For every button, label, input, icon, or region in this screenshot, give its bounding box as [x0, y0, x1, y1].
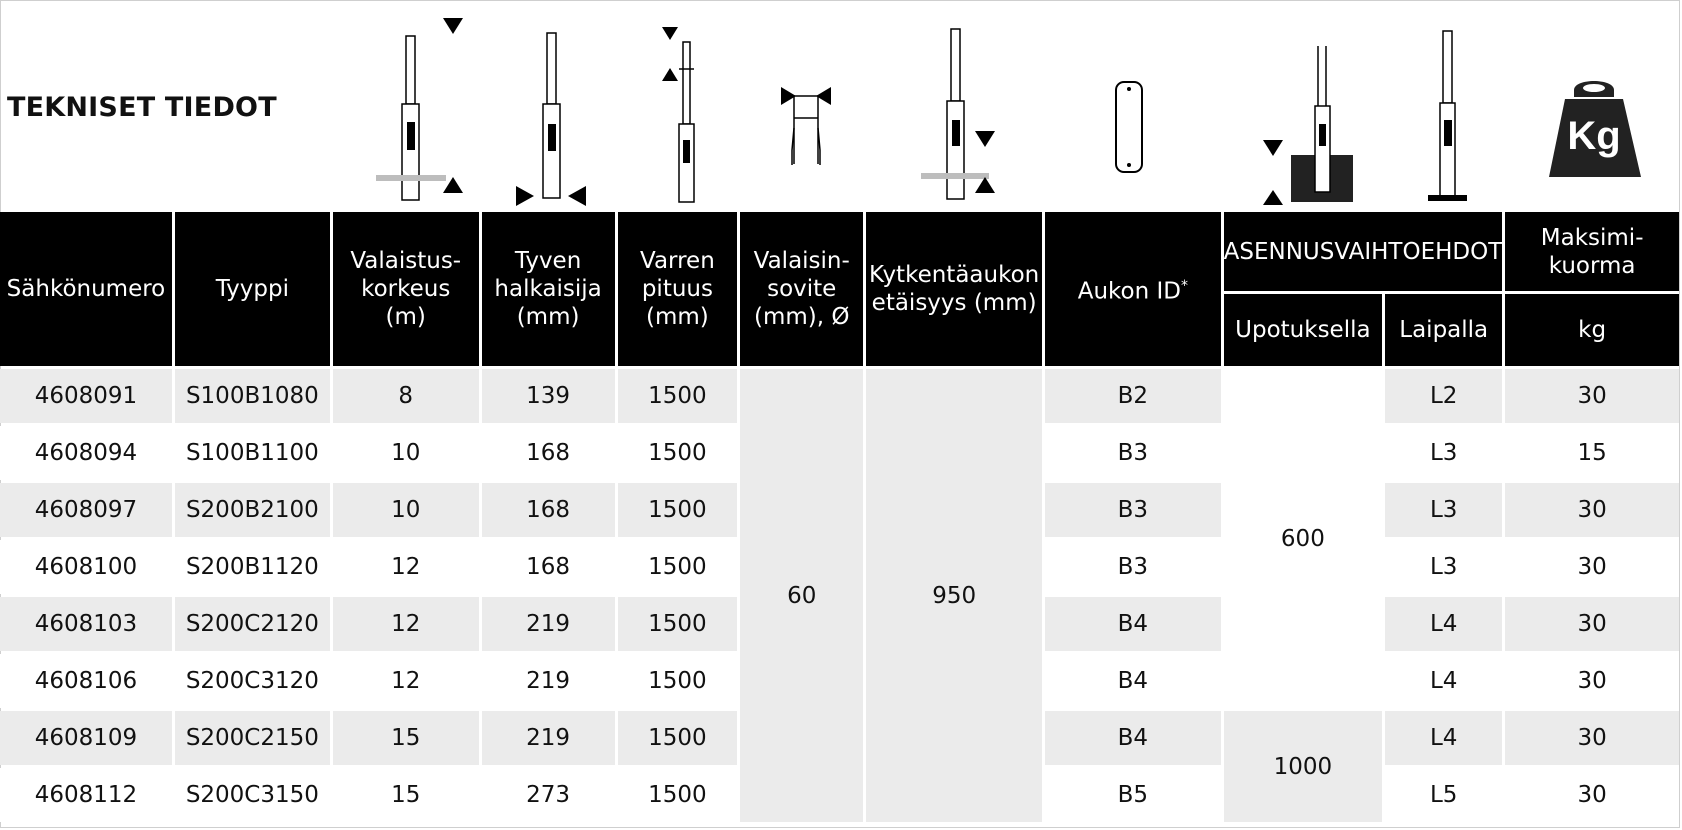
- cell-tyyppi: S100B1080: [175, 369, 330, 423]
- cell-sahkonumero: 4608097: [0, 483, 172, 537]
- header-maksimikuorma: Maksimi- kuorma: [1505, 212, 1679, 291]
- header-asennusvaihtoehdot: ASENNUSVAIHTOEHDOT: [1224, 212, 1503, 291]
- cell-tyyppi: S200C2120: [175, 597, 330, 651]
- cell-aukko: B5: [1045, 768, 1221, 822]
- header-valaisinsovite: Valaisin- sovite (mm), Ø: [740, 212, 863, 366]
- icon-strip: [0, 0, 1682, 212]
- cell-sahkonumero: 4608091: [0, 369, 172, 423]
- cell-korkeus: 15: [333, 768, 479, 822]
- cell-sahkonumero: 4608103: [0, 597, 172, 651]
- header-tyven-halkaisija: Tyven halkaisija (mm): [482, 212, 615, 366]
- connection-opening-distance-icon: [921, 29, 995, 199]
- cell-aukko: B3: [1045, 540, 1221, 594]
- cell-laippa: L4: [1385, 654, 1502, 708]
- cell-varsi: 1500: [618, 540, 738, 594]
- cell-varsi: 1500: [618, 483, 738, 537]
- cell-kytkenta-merged: 950: [866, 369, 1042, 822]
- cell-aukko: B4: [1045, 597, 1221, 651]
- header-laipalla: Laipalla: [1385, 294, 1502, 366]
- cell-sahkonumero: 4608100: [0, 540, 172, 594]
- cell-tyyppi: S200B2100: [175, 483, 330, 537]
- header-aukon-id: Aukon ID*: [1045, 212, 1221, 366]
- cell-aukko: B3: [1045, 483, 1221, 537]
- cell-tyvi: 219: [482, 597, 615, 651]
- header-kg: kg: [1505, 294, 1679, 366]
- cell-kuorma: 15: [1505, 426, 1679, 480]
- cell-laippa: L3: [1385, 426, 1502, 480]
- cell-tyvi: 139: [482, 369, 615, 423]
- cell-korkeus: 8: [333, 369, 479, 423]
- header-tyyppi: Tyyppi: [175, 212, 330, 366]
- cell-kuorma: 30: [1505, 540, 1679, 594]
- cell-korkeus: 15: [333, 711, 479, 765]
- cell-varsi: 1500: [618, 426, 738, 480]
- cell-korkeus: 12: [333, 597, 479, 651]
- luminaire-fitting-icon: [781, 87, 831, 165]
- cell-tyvi: 273: [482, 768, 615, 822]
- cell-laippa: L5: [1385, 768, 1502, 822]
- header-valaistuskorkeus: Valaistus- korkeus (m): [333, 212, 479, 366]
- cell-aukko: B4: [1045, 654, 1221, 708]
- cell-tyyppi: S200B1120: [175, 540, 330, 594]
- cell-kuorma: 30: [1505, 369, 1679, 423]
- cell-kuorma: 30: [1505, 768, 1679, 822]
- cell-korkeus: 12: [333, 654, 479, 708]
- cell-tyvi: 168: [482, 540, 615, 594]
- cell-korkeus: 10: [333, 426, 479, 480]
- cell-laippa: L2: [1385, 369, 1502, 423]
- cell-laippa: L3: [1385, 483, 1502, 537]
- cell-tyvi: 168: [482, 426, 615, 480]
- cell-upotuksella-merged-a: 600: [1224, 369, 1383, 708]
- embedded-mounting-icon: [1263, 46, 1353, 205]
- header-sahkonumero: Sähkönumero: [0, 212, 172, 366]
- cell-laippa: L4: [1385, 711, 1502, 765]
- opening-id-icon: [1116, 82, 1142, 172]
- cell-varsi: 1500: [618, 369, 738, 423]
- footnote-mark: *: [1181, 278, 1188, 295]
- cell-sahkonumero: 4608094: [0, 426, 172, 480]
- cell-kuorma: 30: [1505, 711, 1679, 765]
- header-kytkentaaukon-etaisyys: Kytkentäaukon etäisyys (mm): [866, 212, 1042, 366]
- cell-varsi: 1500: [618, 597, 738, 651]
- cell-sahkonumero: 4608112: [0, 768, 172, 822]
- cell-varsi: 1500: [618, 711, 738, 765]
- page-title: TEKNISET TIEDOT: [7, 92, 277, 123]
- pole-height-icon: [376, 18, 463, 200]
- cell-tyvi: 168: [482, 483, 615, 537]
- spec-table: [0, 209, 1682, 825]
- cell-aukko: B3: [1045, 426, 1221, 480]
- cell-kuorma: 30: [1505, 597, 1679, 651]
- cell-upotuksella-merged-b: 1000: [1224, 711, 1383, 822]
- cell-tyyppi: S200C3150: [175, 768, 330, 822]
- cell-tyyppi: S100B1100: [175, 426, 330, 480]
- cell-aukko: B2: [1045, 369, 1221, 423]
- cell-korkeus: 10: [333, 483, 479, 537]
- arm-length-icon: [662, 27, 694, 202]
- base-diameter-icon: [516, 33, 586, 206]
- cell-tyyppi: S200C3120: [175, 654, 330, 708]
- cell-aukko: B4: [1045, 711, 1221, 765]
- cell-tyvi: 219: [482, 711, 615, 765]
- cell-kuorma: 30: [1505, 654, 1679, 708]
- cell-varsi: 1500: [618, 654, 738, 708]
- cell-tyvi: 219: [482, 654, 615, 708]
- flange-mounting-icon: [1428, 31, 1467, 201]
- cell-valaisinsovite-merged: 60: [740, 369, 863, 822]
- cell-kuorma: 30: [1505, 483, 1679, 537]
- cell-tyyppi: S200C2150: [175, 711, 330, 765]
- header-varren-pituus: Varren pituus (mm): [618, 212, 738, 366]
- svg-text:Kg: Kg: [1567, 114, 1621, 158]
- cell-sahkonumero: 4608106: [0, 654, 172, 708]
- table-row: [0, 369, 1679, 423]
- cell-laippa: L4: [1385, 597, 1502, 651]
- cell-sahkonumero: 4608109: [0, 711, 172, 765]
- cell-korkeus: 12: [333, 540, 479, 594]
- weight-kg-icon: [1549, 81, 1641, 177]
- cell-laippa: L3: [1385, 540, 1502, 594]
- cell-varsi: 1500: [618, 768, 738, 822]
- header-upotuksella: Upotuksella: [1224, 294, 1383, 366]
